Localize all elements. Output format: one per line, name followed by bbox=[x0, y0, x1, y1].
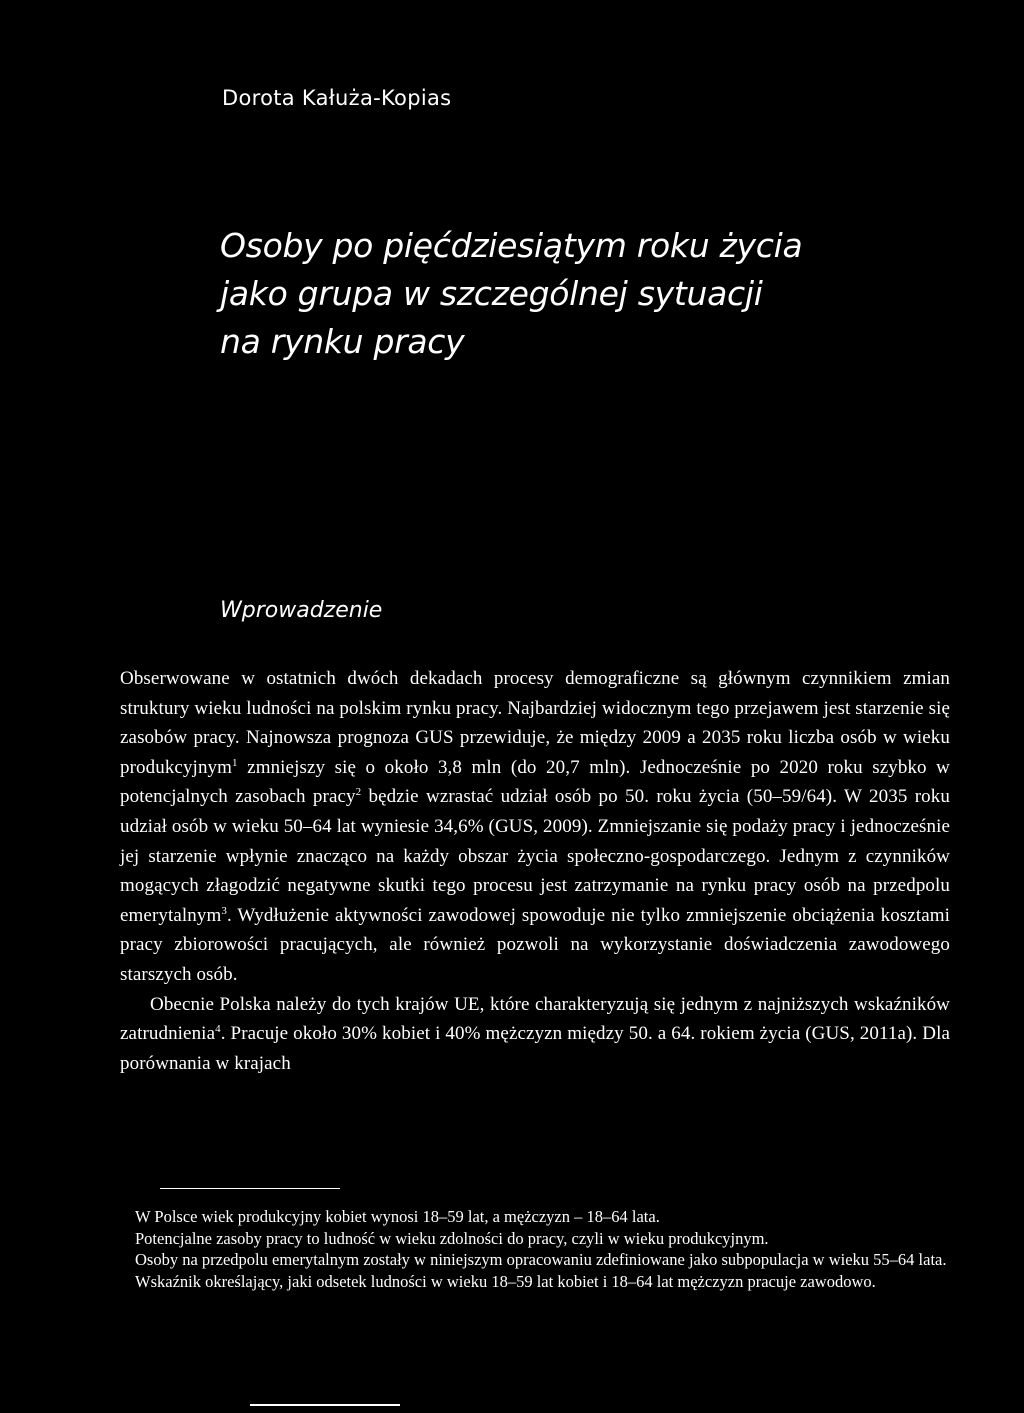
title-line: na rynku pracy bbox=[220, 322, 465, 361]
footnote-ref: 4 bbox=[215, 1023, 221, 1036]
text-run: . Wydłużenie aktywności zawodowej spowoduje nie tylko zmniejszenie obciążenia kosztami pracy zbiorowości pracujących, ale również pozwoli na wykorzystanie doświadczenia zawodowego starszych osób. bbox=[120, 904, 950, 985]
footnotes bbox=[135, 1206, 950, 1292]
footnote: Osoby na przedpolu emerytalnym zostały w niniejszym opracowaniu zdefiniowane jako subpopulacja w wieku 55–64 lata. bbox=[135, 1250, 947, 1269]
author-name: Dorota Kałuża-Kopias bbox=[222, 86, 452, 110]
footnote-ref: 1 bbox=[232, 756, 238, 769]
text-run: zmniejszy się o około 3,8 mln (do 20,7 mln). Jednocześnie po 2020 roku szybko w potencjalnych zasobach pracy bbox=[120, 756, 950, 808]
footnote-ref: 2 bbox=[355, 786, 362, 799]
footnote: Wskaźnik określający, jaki odsetek ludności w wieku 18–59 lat kobiet i 18–64 lat mężczyzn pracuje zawodowo. bbox=[135, 1271, 876, 1291]
footnote: Potencjalne zasoby pracy to ludność w wieku zdolności do pracy, czyli w wieku produkcyjnym. bbox=[135, 1228, 769, 1248]
chapter-title bbox=[220, 222, 980, 366]
paragraph bbox=[120, 990, 950, 1079]
text-run: będzie wzrastać udział osób po 50. roku życia (50–59/64). W 2035 roku udział osób w wieku 50–64 lat wyniesie 34,6% (GUS, 2009). Zmniejszanie się podaży pracy i jednocześnie jej starzenie wpłynie znacząco na każdy obszar życia społeczno-gospodarczego. Jednym z czynników mogących złagodzić negatywne skutki tego procesu jest zatrzymanie na rynku pracy osób na przedpolu emerytalnym bbox=[120, 786, 950, 926]
footnote: W Polsce wiek produkcyjny kobiet wynosi 18–59 lat, a mężczyzn – 18–64 lata. bbox=[135, 1207, 660, 1226]
body-text bbox=[120, 664, 950, 1078]
text-run: Obecnie Polska należy do tych krajów UE, które charakteryzują się jednym z najniższych wskaźników zatrudnienia bbox=[120, 993, 950, 1045]
paragraph bbox=[120, 664, 950, 990]
title-line: Osoby po pięćdziesiątym roku życia bbox=[220, 226, 803, 265]
footnote-separator bbox=[160, 1188, 340, 1189]
text-run: . Pracuje około 30% kobiet i 40% mężczyzn między 50. a 64. rokiem życia (GUS, 2011a). Dla porównania w krajach bbox=[120, 1023, 950, 1074]
title-line: jako grupa w szczególnej sytuacji bbox=[220, 274, 763, 313]
page-edge-rule bbox=[250, 1404, 400, 1406]
footnote-ref: 3 bbox=[221, 904, 227, 917]
text-run: Obserwowane w ostatnich dwóch dekadach procesy demograficzne są głównym czynnikiem zmian struktury wieku ludności na polskim rynku pracy. Najbardziej widocznym tego przejawem jest starzenie się zasobów pracy. Najnowsza prognoza GUS przewiduje, że między 2009 a 2035 roku liczba osób w wieku produkcyjnym bbox=[120, 668, 950, 778]
section-heading: Wprowadzenie bbox=[220, 598, 383, 623]
